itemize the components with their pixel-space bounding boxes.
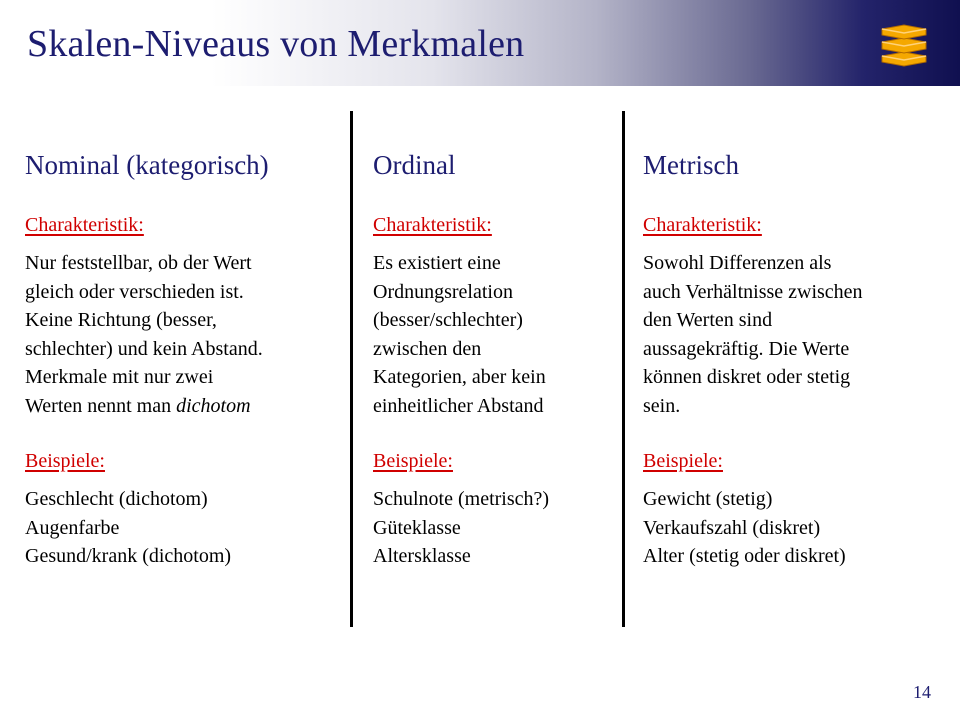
column-heading: Nominal (kategorisch) <box>25 150 269 180</box>
text-line: Geschlecht (dichotom) <box>25 488 208 510</box>
stacked-database-layers-icon <box>878 22 930 70</box>
text-line: zwischen den <box>373 337 482 360</box>
text-line: auch Verhältnisse zwischen <box>643 280 863 303</box>
text-line: aussagekräftig. Die Werte <box>643 337 850 360</box>
column-heading: Metrisch <box>643 150 739 180</box>
examples-text <box>373 485 549 571</box>
text-line: Altersklasse <box>373 545 471 567</box>
text-line: sein. <box>643 394 681 417</box>
text-line: Merkmale mit nur zwei <box>25 366 214 388</box>
column-heading: Ordinal <box>373 150 456 180</box>
emphasized-term: dichotom <box>176 394 251 417</box>
characteristic-text <box>373 249 549 420</box>
page-title: Skalen-Niveaus von Merkmalen <box>27 23 525 65</box>
column-ordinal <box>373 148 549 571</box>
column-metric <box>643 148 863 571</box>
column-divider-2 <box>622 111 625 627</box>
text-line: einheitlicher Abstand <box>373 394 544 417</box>
column-divider-1 <box>350 111 353 627</box>
text-line: Gewicht (stetig) <box>643 488 773 510</box>
text-line: Es existiert eine <box>373 252 501 274</box>
text-line: Sowohl Differenzen als <box>643 252 832 274</box>
text-line: den Werten sind <box>643 309 773 331</box>
examples-label: Beispiele: <box>373 450 453 472</box>
text-line: schlechter) und kein Abstand. <box>25 337 263 360</box>
text-line-start: Werten nennt man <box>25 394 177 417</box>
characteristic-label: Charakteristik: <box>643 214 762 236</box>
examples-label: Beispiele: <box>643 450 723 472</box>
text-line: Gesund/krank (dichotom) <box>25 545 232 567</box>
characteristic-text <box>25 249 269 420</box>
page-number: 14 <box>913 682 931 702</box>
text-line: Kategorien, aber kein <box>373 366 546 388</box>
characteristic-text <box>643 249 863 420</box>
text-line: Güteklasse <box>373 516 461 539</box>
column-nominal <box>25 148 269 571</box>
examples-text <box>643 485 863 571</box>
text-line <box>25 392 269 421</box>
text-line: Alter (stetig oder diskret) <box>643 545 846 567</box>
characteristic-label: Charakteristik: <box>373 214 492 236</box>
text-line: Ordnungsrelation <box>373 280 513 303</box>
characteristic-label: Charakteristik: <box>25 214 144 236</box>
text-line: können diskret oder stetig <box>643 366 851 388</box>
examples-label: Beispiele: <box>25 450 105 472</box>
examples-text <box>25 485 269 571</box>
text-line: Keine Richtung (besser, <box>25 309 217 331</box>
text-line: Augenfarbe <box>25 516 120 539</box>
text-line: gleich oder verschieden ist. <box>25 280 244 303</box>
text-line: Nur feststellbar, ob der Wert <box>25 252 252 274</box>
text-line: Schulnote (metrisch?) <box>373 488 550 510</box>
text-line: Verkaufszahl (diskret) <box>643 516 821 539</box>
text-line: (besser/schlechter) <box>373 309 523 331</box>
